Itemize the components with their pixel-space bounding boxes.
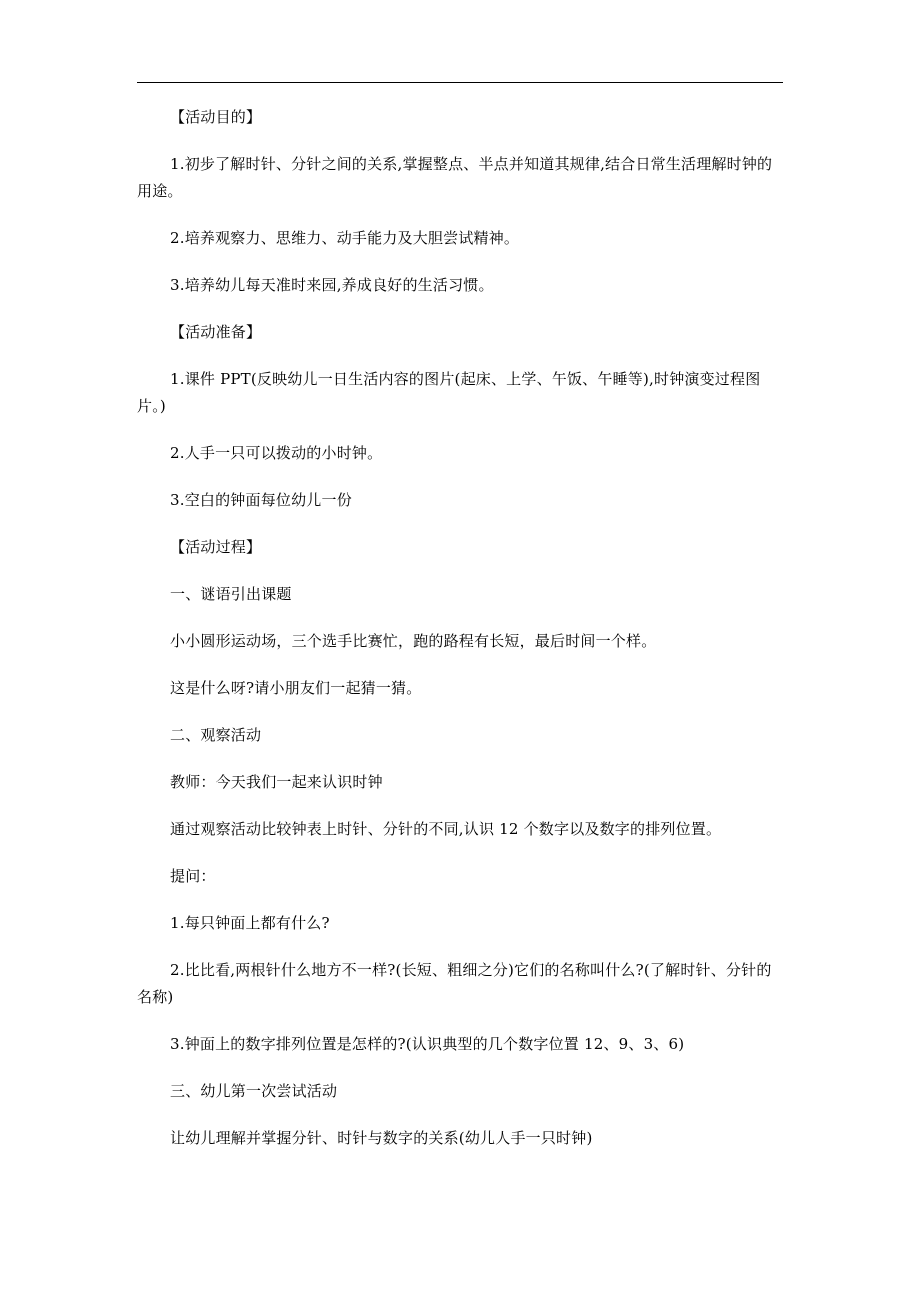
question-item-2: 2.比比看,两根针什么地方不一样?(长短、粗细之分)它们的名称叫什么?(了解时针、分针的名称) [137,961,772,1006]
observation-description: 通过观察活动比较钟表上时针、分针的不同,认识 12 个数字以及数字的排列位置。 [170,820,722,838]
section-heading-first-attempt: 三、幼儿第一次尝试活动 [170,1082,338,1100]
riddle-question: 这是什么呀?请小朋友们一起猜一猜。 [170,679,422,697]
first-attempt-description: 让幼儿理解并掌握分针、时针与数字的关系(幼儿人手一只时钟) [170,1129,593,1147]
goal-item-3: 3.培养幼儿每天准时来园,养成良好的生活习惯。 [170,276,494,294]
preparation-item-2: 2.人手一只可以拨动的小时钟。 [170,444,383,462]
question-item-3: 3.钟面上的数字排列位置是怎样的?(认识典型的几个数字位置 12、9、3、6) [170,1035,685,1053]
section-heading-riddle: 一、谜语引出课题 [170,585,292,603]
goal-item-2: 2.培养观察力、思维力、动手能力及大胆尝试精神。 [170,229,520,247]
header-rule [137,82,783,83]
teacher-line: 教师：今天我们一起来认识时钟 [170,773,383,791]
heading-activity-goals: 【活动目的】 [170,108,262,126]
document-body [137,104,783,1172]
questions-label: 提问： [170,867,216,885]
goal-item-1: 1.初步了解时针、分针之间的关系,掌握整点、半点并知道其规律,结合日常生活理解时钟的用途。 [137,155,773,200]
preparation-item-3: 3.空白的钟面每位幼儿一份 [170,491,352,509]
question-item-1: 1.每只钟面上都有什么? [170,914,330,932]
heading-activity-process: 【活动过程】 [170,538,262,556]
preparation-item-1: 1.课件 PPT(反映幼儿一日生活内容的图片(起床、上学、午饭、午睡等),时钟演变过程图片。) [137,370,761,415]
heading-activity-preparation: 【活动准备】 [170,323,262,341]
section-heading-observation: 二、观察活动 [170,726,262,744]
riddle-text: 小小圆形运动场，三个选手比赛忙，跑的路程有长短，最后时间一个样。 [170,632,657,650]
